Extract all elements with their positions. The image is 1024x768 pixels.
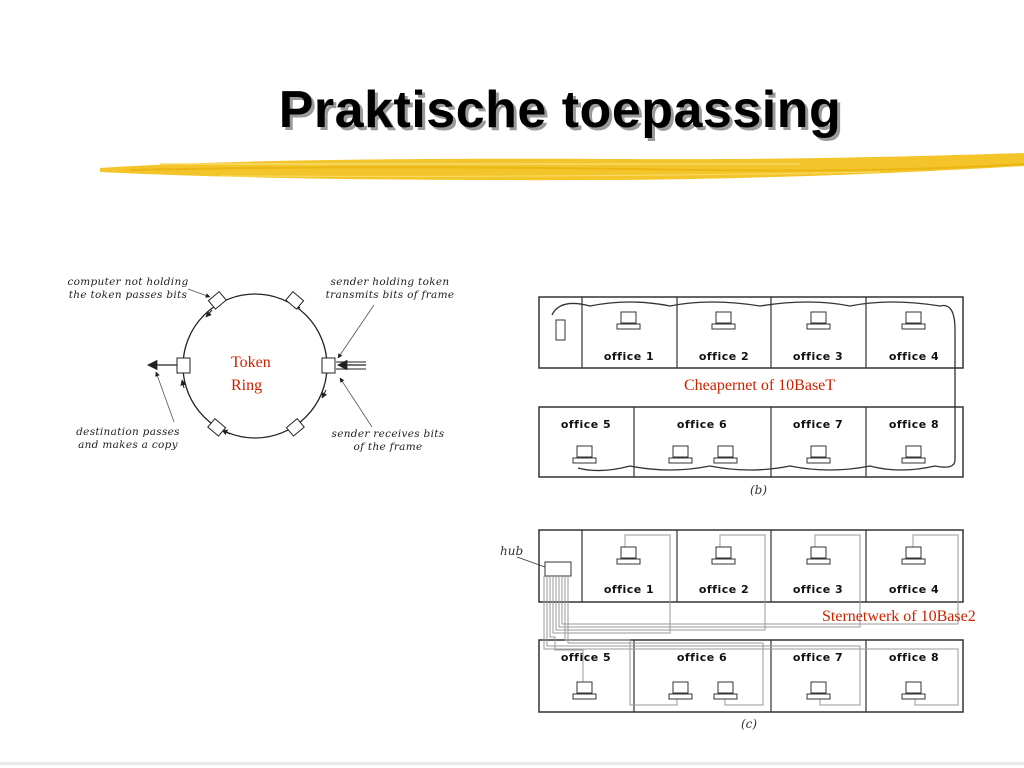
note-top-left-1: computer not holding [67,276,189,288]
office-label: office 5 [560,418,612,431]
office-label: office 8 [888,651,940,664]
station-bottom-left [208,419,226,436]
slide-title: Praktische toepassing [278,81,842,139]
office-label: office 6 [676,418,728,431]
office-label: office 5 [560,651,612,664]
note-bottom-left-1: destination passes [76,426,180,438]
caption-c: (c) [741,717,758,731]
office-label: office 8 [888,418,940,431]
office-label: office 3 [792,583,844,596]
station-top-right [286,292,304,309]
token-ring-label-2: Ring [231,377,263,394]
hub-box [545,562,571,576]
cheapernet-diagram [530,290,970,505]
office-label: office 6 [676,651,728,664]
note-bottom-left-2: and makes a copy [78,439,178,451]
note-top-right-1: sender holding token [330,276,450,288]
title-underline-brush [100,150,1024,190]
office-label: office 1 [603,583,655,596]
star-network-diagram [495,525,1020,735]
office-label: office 7 [792,651,844,664]
office-label: office 7 [792,418,844,431]
station-top-left [208,292,226,309]
footer-divider [0,762,1024,765]
office-label: office 4 [888,583,940,596]
office-label: office 3 [792,350,844,363]
token-ring-label-1: Token [231,354,271,371]
office-label: office 1 [603,350,655,363]
note-top-left-2: the token passes bits [68,289,188,301]
office-label: office 2 [698,583,750,596]
caption-b: (b) [750,483,768,497]
station-right [322,358,335,373]
hub-label: hub [500,544,524,558]
note-bottom-right-2: of the frame [353,441,423,453]
star-network-label: Sternetwerk of 10Base2 [822,608,976,625]
token-ring-diagram [60,270,470,470]
station-left [177,358,190,373]
office-label: office 4 [888,350,940,363]
cheapernet-label: Cheapernet of 10BaseT [684,377,836,394]
office-label: office 2 [698,350,750,363]
note-top-right-2: transmits bits of frame [325,289,455,301]
note-bottom-right-1: sender receives bits [331,428,445,440]
